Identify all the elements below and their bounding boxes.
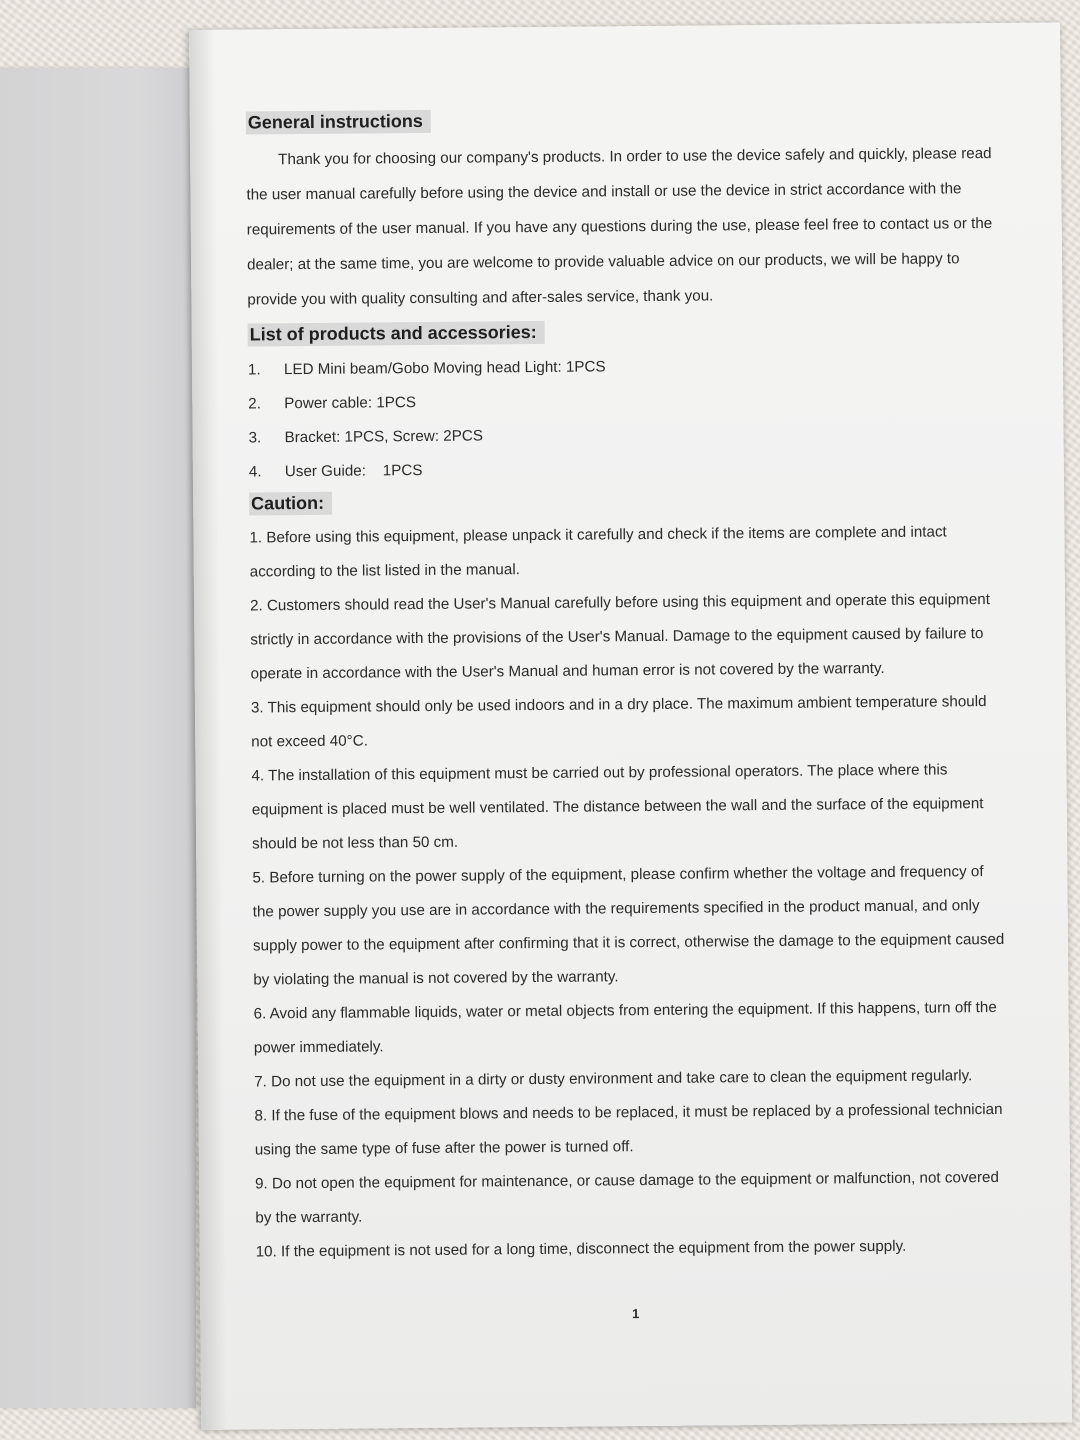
caution-item: 1. Before using this equipment, please unpack it carefully and check if the items are complete and intact according to the list listed in the manual. xyxy=(249,523,947,581)
list-item-text: LED Mini beam/Gobo Moving head Light: 1PCS xyxy=(283,357,606,378)
products-list-heading: List of products and accessories: xyxy=(248,321,545,347)
caution-item: 3. This equipment should only be used indoors and in a dry place. The maximum ambient temperature should not exceed 40°C. xyxy=(250,693,987,751)
products-list xyxy=(248,346,1009,489)
left-page xyxy=(0,68,196,1408)
general-instructions-text: Thank you for choosing our company's products. In order to use the device safely and quickly, please read the user manual carefully before using the device and install or use the device in strict accordance with the requirements of the user manual. If you have any questions during the use, please feel free to contact us or the dealer; at the same time, you are welcome to provide valuable advice on our products, we will be happy to provide you with quality consulting and after-sales service, thank you. xyxy=(246,145,993,309)
caution-item: 4. The installation of this equipment must be carried out by professional operators. The place where this equipment is placed must be well ventilated. The distance between the wall and the surface of the equipment should be not less than 50 cm. xyxy=(251,761,984,853)
list-item xyxy=(249,448,1009,489)
page-number: 1 xyxy=(632,1306,640,1322)
list-item-number: 4. xyxy=(248,462,262,480)
general-instructions-heading: General instructions xyxy=(246,110,431,135)
caution-item: 7. Do not use the equipment in a dirty or dusty environment and take care to clean the equipment regularly. xyxy=(254,1067,973,1091)
page-content xyxy=(246,103,1016,1270)
list-item-number: 1. xyxy=(247,360,261,378)
list-item-text: Bracket: 1PCS, Screw: 2PCS xyxy=(284,426,483,446)
manual-page xyxy=(189,22,1072,1430)
caution-heading: Caution: xyxy=(249,492,332,516)
caution-item: 5. Before turning on the power supply of the equipment, please confirm whether the voltage and frequency of the power supply you use are in accordance with the requirements specified in the product manual, and only supply power to the equipment after confirming that it is correct, otherwise the damage to the equipment caused by violating the manual is not covered by the warranty. xyxy=(252,863,1005,989)
list-item-number: 2. xyxy=(248,394,262,412)
list-item-number: 3. xyxy=(248,428,262,446)
caution-item: 2. Customers should read the User's Manual carefully before using this equipment and operate this equipment strictly in accordance with the provisions of the User's Manual. Damage to the equipment caused by failure to operate in accordance with the User's Manual and human error is not covered by the warranty. xyxy=(249,591,990,683)
caution-item: 10. If the equipment is not used for a long time, disconnect the equipment from the power supply. xyxy=(255,1237,907,1261)
caution-item: 9. Do not open the equipment for maintenance, or cause damage to the equipment or malfunction, not covered by the warranty. xyxy=(254,1168,999,1227)
caution-item: 6. Avoid any flammable liquids, water or metal objects from entering the equipment. If this happens, turn off the power immediately. xyxy=(253,998,997,1057)
caution-list xyxy=(249,515,1015,1270)
list-item-text: User Guide: 1PCS xyxy=(284,461,423,480)
list-item-text: Power cable: 1PCS xyxy=(284,393,417,412)
caution-item: 8. If the fuse of the equipment blows and needs to be replaced, it must be replaced by a professional technician using the same type of fuse after the power is turned off. xyxy=(254,1100,1003,1159)
